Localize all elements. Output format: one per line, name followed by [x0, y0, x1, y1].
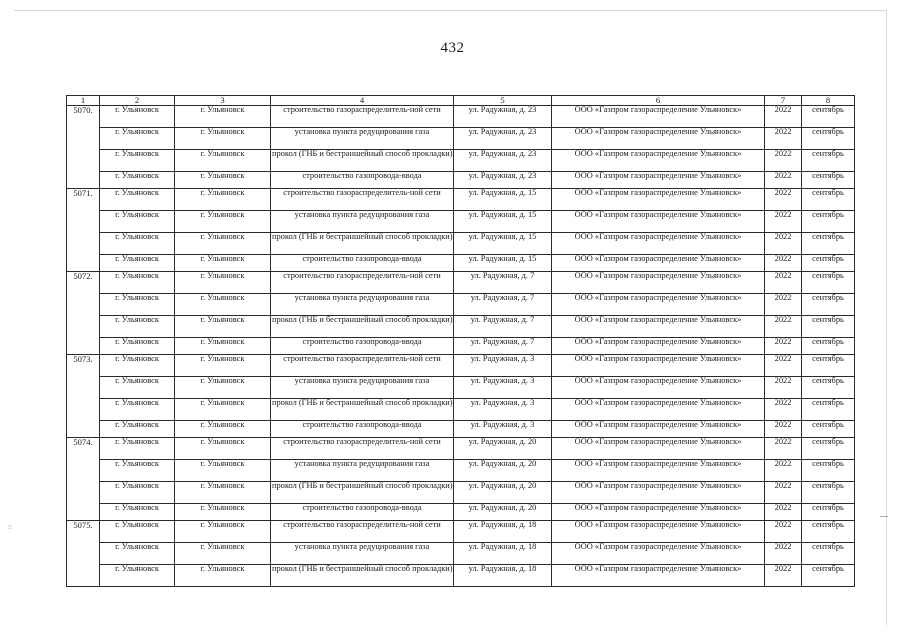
district-cell: г. Ульяновск	[175, 316, 271, 338]
address-cell: ул. Радужная, д. 23	[454, 106, 552, 128]
month-cell: сентябрь	[802, 211, 855, 233]
month-cell: сентябрь	[802, 355, 855, 377]
year-cell: 2022	[765, 565, 802, 587]
table-row	[67, 565, 855, 587]
district-cell: г. Ульяновск	[175, 377, 271, 399]
address-cell: ул. Радужная, д. 3	[454, 355, 552, 377]
address-cell: ул. Радужная, д. 20	[454, 460, 552, 482]
record-number-cell: 5073.	[67, 355, 100, 438]
owner-cell: ООО «Газпром газораспределение Ульяновск»	[552, 565, 765, 587]
table-row	[67, 543, 855, 565]
month-cell: сентябрь	[802, 565, 855, 587]
owner-cell: ООО «Газпром газораспределение Ульяновск»	[552, 211, 765, 233]
address-cell: ул. Радужная, д. 23	[454, 128, 552, 150]
district-cell: г. Ульяновск	[175, 460, 271, 482]
work-type-cell: прокол (ГНБ и бестраншейный способ прокладки)	[271, 316, 454, 338]
table-row	[67, 211, 855, 233]
district-cell: г. Ульяновск	[175, 438, 271, 460]
column-number-header	[67, 96, 855, 106]
work-type-cell: строительство газораспределитель-ной сети	[271, 106, 454, 128]
owner-cell: ООО «Газпром газораспределение Ульяновск»	[552, 189, 765, 211]
year-cell: 2022	[765, 211, 802, 233]
month-cell: сентябрь	[802, 172, 855, 189]
work-type-cell: строительство газопровода-ввода	[271, 172, 454, 189]
city-cell: г. Ульяновск	[100, 421, 175, 438]
owner-cell: ООО «Газпром газораспределение Ульяновск»	[552, 316, 765, 338]
month-cell: сентябрь	[802, 421, 855, 438]
address-cell: ул. Радужная, д. 3	[454, 399, 552, 421]
month-cell: сентябрь	[802, 233, 855, 255]
work-type-cell: прокол (ГНБ и бестраншейный способ прокладки)	[271, 565, 454, 587]
year-cell: 2022	[765, 438, 802, 460]
address-cell: ул. Радужная, д. 20	[454, 438, 552, 460]
table-row	[67, 172, 855, 189]
address-cell: ул. Радужная, д. 18	[454, 565, 552, 587]
work-type-cell: строительство газораспределитель-ной сети	[271, 272, 454, 294]
year-cell: 2022	[765, 128, 802, 150]
table-row	[67, 438, 855, 460]
year-cell: 2022	[765, 150, 802, 172]
work-type-cell: прокол (ГНБ и бестраншейный способ прокладки)	[271, 482, 454, 504]
district-cell: г. Ульяновск	[175, 543, 271, 565]
owner-cell: ООО «Газпром газораспределение Ульяновск»	[552, 172, 765, 189]
district-cell: г. Ульяновск	[175, 150, 271, 172]
owner-cell: ООО «Газпром газораспределение Ульяновск»	[552, 504, 765, 521]
owner-cell: ООО «Газпром газораспределение Ульяновск»	[552, 233, 765, 255]
city-cell: г. Ульяновск	[100, 438, 175, 460]
column-header-1: 1	[67, 96, 100, 106]
year-cell: 2022	[765, 189, 802, 211]
work-type-cell: установка пункта редуцирования газа	[271, 377, 454, 399]
district-cell: г. Ульяновск	[175, 399, 271, 421]
year-cell: 2022	[765, 172, 802, 189]
year-cell: 2022	[765, 233, 802, 255]
city-cell: г. Ульяновск	[100, 128, 175, 150]
address-cell: ул. Радужная, д. 3	[454, 377, 552, 399]
month-cell: сентябрь	[802, 128, 855, 150]
city-cell: г. Ульяновск	[100, 543, 175, 565]
month-cell: сентябрь	[802, 294, 855, 316]
work-type-cell: прокол (ГНБ и бестраншейный способ прокладки)	[271, 233, 454, 255]
column-header-7: 7	[765, 96, 802, 106]
address-cell: ул. Радужная, д. 3	[454, 421, 552, 438]
city-cell: г. Ульяновск	[100, 294, 175, 316]
works-table	[66, 95, 855, 587]
work-type-cell: установка пункта редуцирования газа	[271, 460, 454, 482]
district-cell: г. Ульяновск	[175, 294, 271, 316]
city-cell: г. Ульяновск	[100, 504, 175, 521]
record-number-cell: 5070.	[67, 106, 100, 189]
column-header-2: 2	[100, 96, 175, 106]
year-cell: 2022	[765, 421, 802, 438]
table-row	[67, 255, 855, 272]
work-type-cell: строительство газораспределитель-ной сети	[271, 189, 454, 211]
owner-cell: ООО «Газпром газораспределение Ульяновск»	[552, 521, 765, 543]
scan-edge-mark	[880, 516, 888, 517]
table-row	[67, 316, 855, 338]
table-row	[67, 233, 855, 255]
month-cell: сентябрь	[802, 438, 855, 460]
record-number-cell: 5071.	[67, 189, 100, 272]
month-cell: сентябрь	[802, 272, 855, 294]
city-cell: г. Ульяновск	[100, 460, 175, 482]
owner-cell: ООО «Газпром газораспределение Ульяновск»	[552, 294, 765, 316]
address-cell: ул. Радужная, д. 18	[454, 521, 552, 543]
address-cell: ул. Радужная, д. 15	[454, 233, 552, 255]
table-row	[67, 460, 855, 482]
work-type-cell: установка пункта редуцирования газа	[271, 128, 454, 150]
district-cell: г. Ульяновск	[175, 504, 271, 521]
owner-cell: ООО «Газпром газораспределение Ульяновск»	[552, 399, 765, 421]
district-cell: г. Ульяновск	[175, 255, 271, 272]
table-row	[67, 272, 855, 294]
scan-margin-mark: ⁝⁝	[8, 525, 12, 531]
district-cell: г. Ульяновск	[175, 189, 271, 211]
owner-cell: ООО «Газпром газораспределение Ульяновск»	[552, 128, 765, 150]
address-cell: ул. Радужная, д. 23	[454, 172, 552, 189]
year-cell: 2022	[765, 338, 802, 355]
owner-cell: ООО «Газпром газораспределение Ульяновск»	[552, 421, 765, 438]
year-cell: 2022	[765, 316, 802, 338]
city-cell: г. Ульяновск	[100, 172, 175, 189]
address-cell: ул. Радужная, д. 15	[454, 189, 552, 211]
table-row	[67, 482, 855, 504]
year-cell: 2022	[765, 543, 802, 565]
month-cell: сентябрь	[802, 482, 855, 504]
city-cell: г. Ульяновск	[100, 272, 175, 294]
city-cell: г. Ульяновск	[100, 233, 175, 255]
month-cell: сентябрь	[802, 377, 855, 399]
year-cell: 2022	[765, 272, 802, 294]
city-cell: г. Ульяновск	[100, 521, 175, 543]
work-type-cell: строительство газораспределитель-ной сети	[271, 438, 454, 460]
table-row	[67, 128, 855, 150]
month-cell: сентябрь	[802, 543, 855, 565]
district-cell: г. Ульяновск	[175, 211, 271, 233]
district-cell: г. Ульяновск	[175, 355, 271, 377]
owner-cell: ООО «Газпром газораспределение Ульяновск»	[552, 460, 765, 482]
column-header-4: 4	[271, 96, 454, 106]
district-cell: г. Ульяновск	[175, 338, 271, 355]
year-cell: 2022	[765, 399, 802, 421]
header-row	[67, 96, 855, 106]
month-cell: сентябрь	[802, 255, 855, 272]
month-cell: сентябрь	[802, 504, 855, 521]
month-cell: сентябрь	[802, 399, 855, 421]
year-cell: 2022	[765, 377, 802, 399]
address-cell: ул. Радужная, д. 15	[454, 255, 552, 272]
month-cell: сентябрь	[802, 521, 855, 543]
owner-cell: ООО «Газпром газораспределение Ульяновск»	[552, 106, 765, 128]
city-cell: г. Ульяновск	[100, 338, 175, 355]
address-cell: ул. Радужная, д. 23	[454, 150, 552, 172]
year-cell: 2022	[765, 482, 802, 504]
table-row	[67, 294, 855, 316]
table-row	[67, 521, 855, 543]
owner-cell: ООО «Газпром газораспределение Ульяновск»	[552, 438, 765, 460]
column-header-5: 5	[454, 96, 552, 106]
address-cell: ул. Радужная, д. 20	[454, 482, 552, 504]
district-cell: г. Ульяновск	[175, 128, 271, 150]
table-row	[67, 150, 855, 172]
district-cell: г. Ульяновск	[175, 521, 271, 543]
owner-cell: ООО «Газпром газораспределение Ульяновск»	[552, 377, 765, 399]
city-cell: г. Ульяновск	[100, 255, 175, 272]
owner-cell: ООО «Газпром газораспределение Ульяновск»	[552, 150, 765, 172]
column-header-3: 3	[175, 96, 271, 106]
district-cell: г. Ульяновск	[175, 233, 271, 255]
year-cell: 2022	[765, 460, 802, 482]
record-number-cell: 5074.	[67, 438, 100, 521]
address-cell: ул. Радужная, д. 20	[454, 504, 552, 521]
table-row	[67, 338, 855, 355]
month-cell: сентябрь	[802, 338, 855, 355]
year-cell: 2022	[765, 294, 802, 316]
table-row	[67, 377, 855, 399]
month-cell: сентябрь	[802, 189, 855, 211]
work-type-cell: строительство газораспределитель-ной сети	[271, 355, 454, 377]
city-cell: г. Ульяновск	[100, 482, 175, 504]
city-cell: г. Ульяновск	[100, 150, 175, 172]
city-cell: г. Ульяновск	[100, 316, 175, 338]
work-type-cell: строительство газопровода-ввода	[271, 421, 454, 438]
city-cell: г. Ульяновск	[100, 399, 175, 421]
month-cell: сентябрь	[802, 316, 855, 338]
year-cell: 2022	[765, 504, 802, 521]
month-cell: сентябрь	[802, 150, 855, 172]
month-cell: сентябрь	[802, 460, 855, 482]
owner-cell: ООО «Газпром газораспределение Ульяновск»	[552, 255, 765, 272]
city-cell: г. Ульяновск	[100, 355, 175, 377]
month-cell: сентябрь	[802, 106, 855, 128]
city-cell: г. Ульяновск	[100, 565, 175, 587]
work-type-cell: строительство газопровода-ввода	[271, 338, 454, 355]
year-cell: 2022	[765, 355, 802, 377]
work-type-cell: строительство газораспределитель-ной сети	[271, 521, 454, 543]
year-cell: 2022	[765, 521, 802, 543]
table-row	[67, 189, 855, 211]
city-cell: г. Ульяновск	[100, 377, 175, 399]
column-header-6: 6	[552, 96, 765, 106]
owner-cell: ООО «Газпром газораспределение Ульяновск»	[552, 338, 765, 355]
work-type-cell: установка пункта редуцирования газа	[271, 211, 454, 233]
address-cell: ул. Радужная, д. 7	[454, 294, 552, 316]
address-cell: ул. Радужная, д. 7	[454, 272, 552, 294]
address-cell: ул. Радужная, д. 15	[454, 211, 552, 233]
district-cell: г. Ульяновск	[175, 172, 271, 189]
page-number: 432	[440, 40, 465, 56]
table-body	[67, 106, 855, 587]
city-cell: г. Ульяновск	[100, 189, 175, 211]
owner-cell: ООО «Газпром газораспределение Ульяновск»	[552, 482, 765, 504]
owner-cell: ООО «Газпром газораспределение Ульяновск»	[552, 355, 765, 377]
address-cell: ул. Радужная, д. 7	[454, 338, 552, 355]
district-cell: г. Ульяновск	[175, 272, 271, 294]
record-number-cell: 5075.	[67, 521, 100, 587]
city-cell: г. Ульяновск	[100, 211, 175, 233]
table-row	[67, 399, 855, 421]
work-type-cell: установка пункта редуцирования газа	[271, 294, 454, 316]
city-cell: г. Ульяновск	[100, 106, 175, 128]
table-row	[67, 106, 855, 128]
owner-cell: ООО «Газпром газораспределение Ульяновск»	[552, 543, 765, 565]
work-type-cell: прокол (ГНБ и бестраншейный способ прокладки)	[271, 150, 454, 172]
year-cell: 2022	[765, 106, 802, 128]
table-row	[67, 421, 855, 438]
district-cell: г. Ульяновск	[175, 421, 271, 438]
year-cell: 2022	[765, 255, 802, 272]
work-type-cell: строительство газопровода-ввода	[271, 255, 454, 272]
district-cell: г. Ульяновск	[175, 565, 271, 587]
work-type-cell: прокол (ГНБ и бестраншейный способ прокладки)	[271, 399, 454, 421]
table-row	[67, 355, 855, 377]
address-cell: ул. Радужная, д. 7	[454, 316, 552, 338]
work-type-cell: установка пункта редуцирования газа	[271, 543, 454, 565]
table-row	[67, 504, 855, 521]
district-cell: г. Ульяновск	[175, 106, 271, 128]
address-cell: ул. Радужная, д. 18	[454, 543, 552, 565]
work-type-cell: строительство газопровода-ввода	[271, 504, 454, 521]
district-cell: г. Ульяновск	[175, 482, 271, 504]
record-number-cell: 5072.	[67, 272, 100, 355]
column-header-8: 8	[802, 96, 855, 106]
owner-cell: ООО «Газпром газораспределение Ульяновск»	[552, 272, 765, 294]
